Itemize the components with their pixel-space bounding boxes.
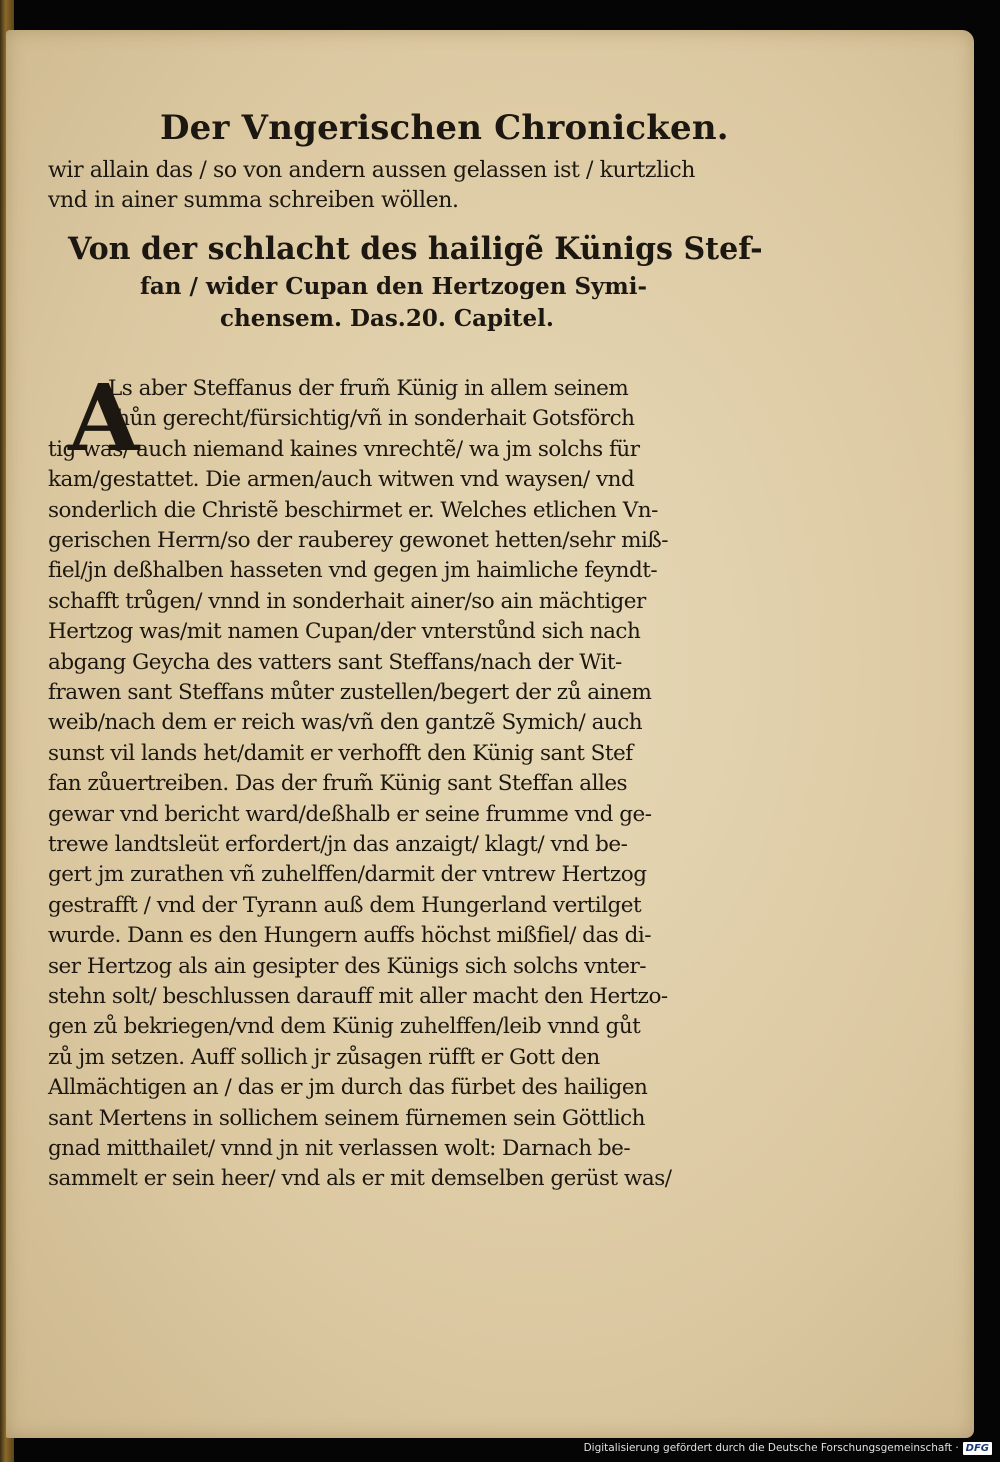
footer-credit <box>584 1438 992 1458</box>
body-line: trewe landtsleüt erfordert/jn das anzaigt/ klagt/ vnd be- <box>48 832 628 857</box>
body-line: sunst vil lands het/damit er verhofft den Künig sant Stef <box>48 740 633 766</box>
body-line: weib/nach dem er reich was/vñ den gantzẽ Symich/ auch <box>48 710 643 736</box>
running-head: Der Vngerischen Chronicken. <box>160 108 729 148</box>
initial-letter: A <box>68 364 140 472</box>
chapter-heading-line-3: chensem. Das.20. Capitel. <box>220 305 554 332</box>
body-line: gerischen Herrn/so der rauberey gewonet hetten/sehr miß- <box>48 528 669 553</box>
intro-line-2: vnd in ainer summa schreiben wöllen. <box>48 188 459 213</box>
body-line: abgang Geycha des vatters sant Steffans/nach der Wit- <box>48 649 622 675</box>
body-line: Allmächtigen an / das er jm durch das fürbet des hailigen <box>48 1075 648 1101</box>
intro-line-1: wir allain das / so von andern aussen gelassen ist / kurtzlich <box>48 158 696 183</box>
chapter-heading-line-1: Von der schlacht des hailigẽ Künigs Stef- <box>68 231 763 267</box>
body-line: gert jm zurathen vñ zuhelffen/darmit der vntrew Hertzog <box>48 862 647 888</box>
body-line: fiel/jn deßhalben hasseten vnd gegen jm haimliche feyndt- <box>48 558 658 584</box>
dfg-logo: DFG <box>963 1442 992 1455</box>
body-line: stehn solt/ beschlussen darauff mit aller macht den Hertzo- <box>48 984 668 1009</box>
body-line: gnad mitthailet/ vnnd jn nit verlassen wolt: Darnach be- <box>48 1136 631 1161</box>
credit-text: Digitalisierung gefördert durch die Deutsche Forschungsgemeinschaft · <box>583 1442 959 1454</box>
body-line: fan zůuertreiben. Das der frum̃ Künig sant Steffan alles <box>48 771 628 797</box>
body-line: wurde. Dann es den Hungern auffs höchst mißfiel/ das di- <box>48 923 652 949</box>
body-line: sant Mertens in sollichem seinem fürnemen sein Göttlich <box>48 1105 645 1131</box>
body-line: kam/gestattet. Die armen/auch witwen vnd waysen/ vnd <box>48 467 635 493</box>
body-line: zů jm setzen. Auff sollich jr zůsagen rüfft er Gott den <box>48 1044 600 1070</box>
body-line: Hertzog was/mit namen Cupan/der vnterstůnd sich nach <box>48 619 641 645</box>
body-line: gestrafft / vnd der Tyrann auß dem Hungerland vertilget <box>48 892 642 918</box>
book-page <box>6 30 974 1438</box>
body-line: thůn gerecht/fürsichtig/vñ in sonderhait Gotsförch <box>108 406 635 432</box>
body-line: gewar vnd bericht ward/deßhalb er seine frumme vnd ge- <box>48 801 652 827</box>
body-line: gen zů bekriegen/vnd dem Künig zuhelffen/leib vnnd gůt <box>48 1014 641 1040</box>
body-line: schafft trůgen/ vnnd in sonderhait ainer/so ain mächtiger <box>48 588 646 614</box>
body-line: sonderlich die Christẽ beschirmet er. Welches etlichen Vn- <box>48 497 658 523</box>
body-line: Ls aber Steffanus der frum̃ Künig in allem seinem <box>108 376 629 401</box>
body-line: sammelt er sein heer/ vnd als er mit demselben gerüst was/ <box>48 1166 672 1192</box>
body-line: frawen sant Steffans můter zustellen/begert der zů ainem <box>48 680 652 705</box>
body-line: tig was/ auch niemand kaines vnrechtẽ/ wa jm solchs für <box>48 436 640 462</box>
body-line: ser Hertzog als ain gesipter des Künigs sich solchs vnter- <box>48 953 646 979</box>
chapter-heading-line-2: fan / wider Cupan den Hertzogen Symi- <box>140 273 648 300</box>
